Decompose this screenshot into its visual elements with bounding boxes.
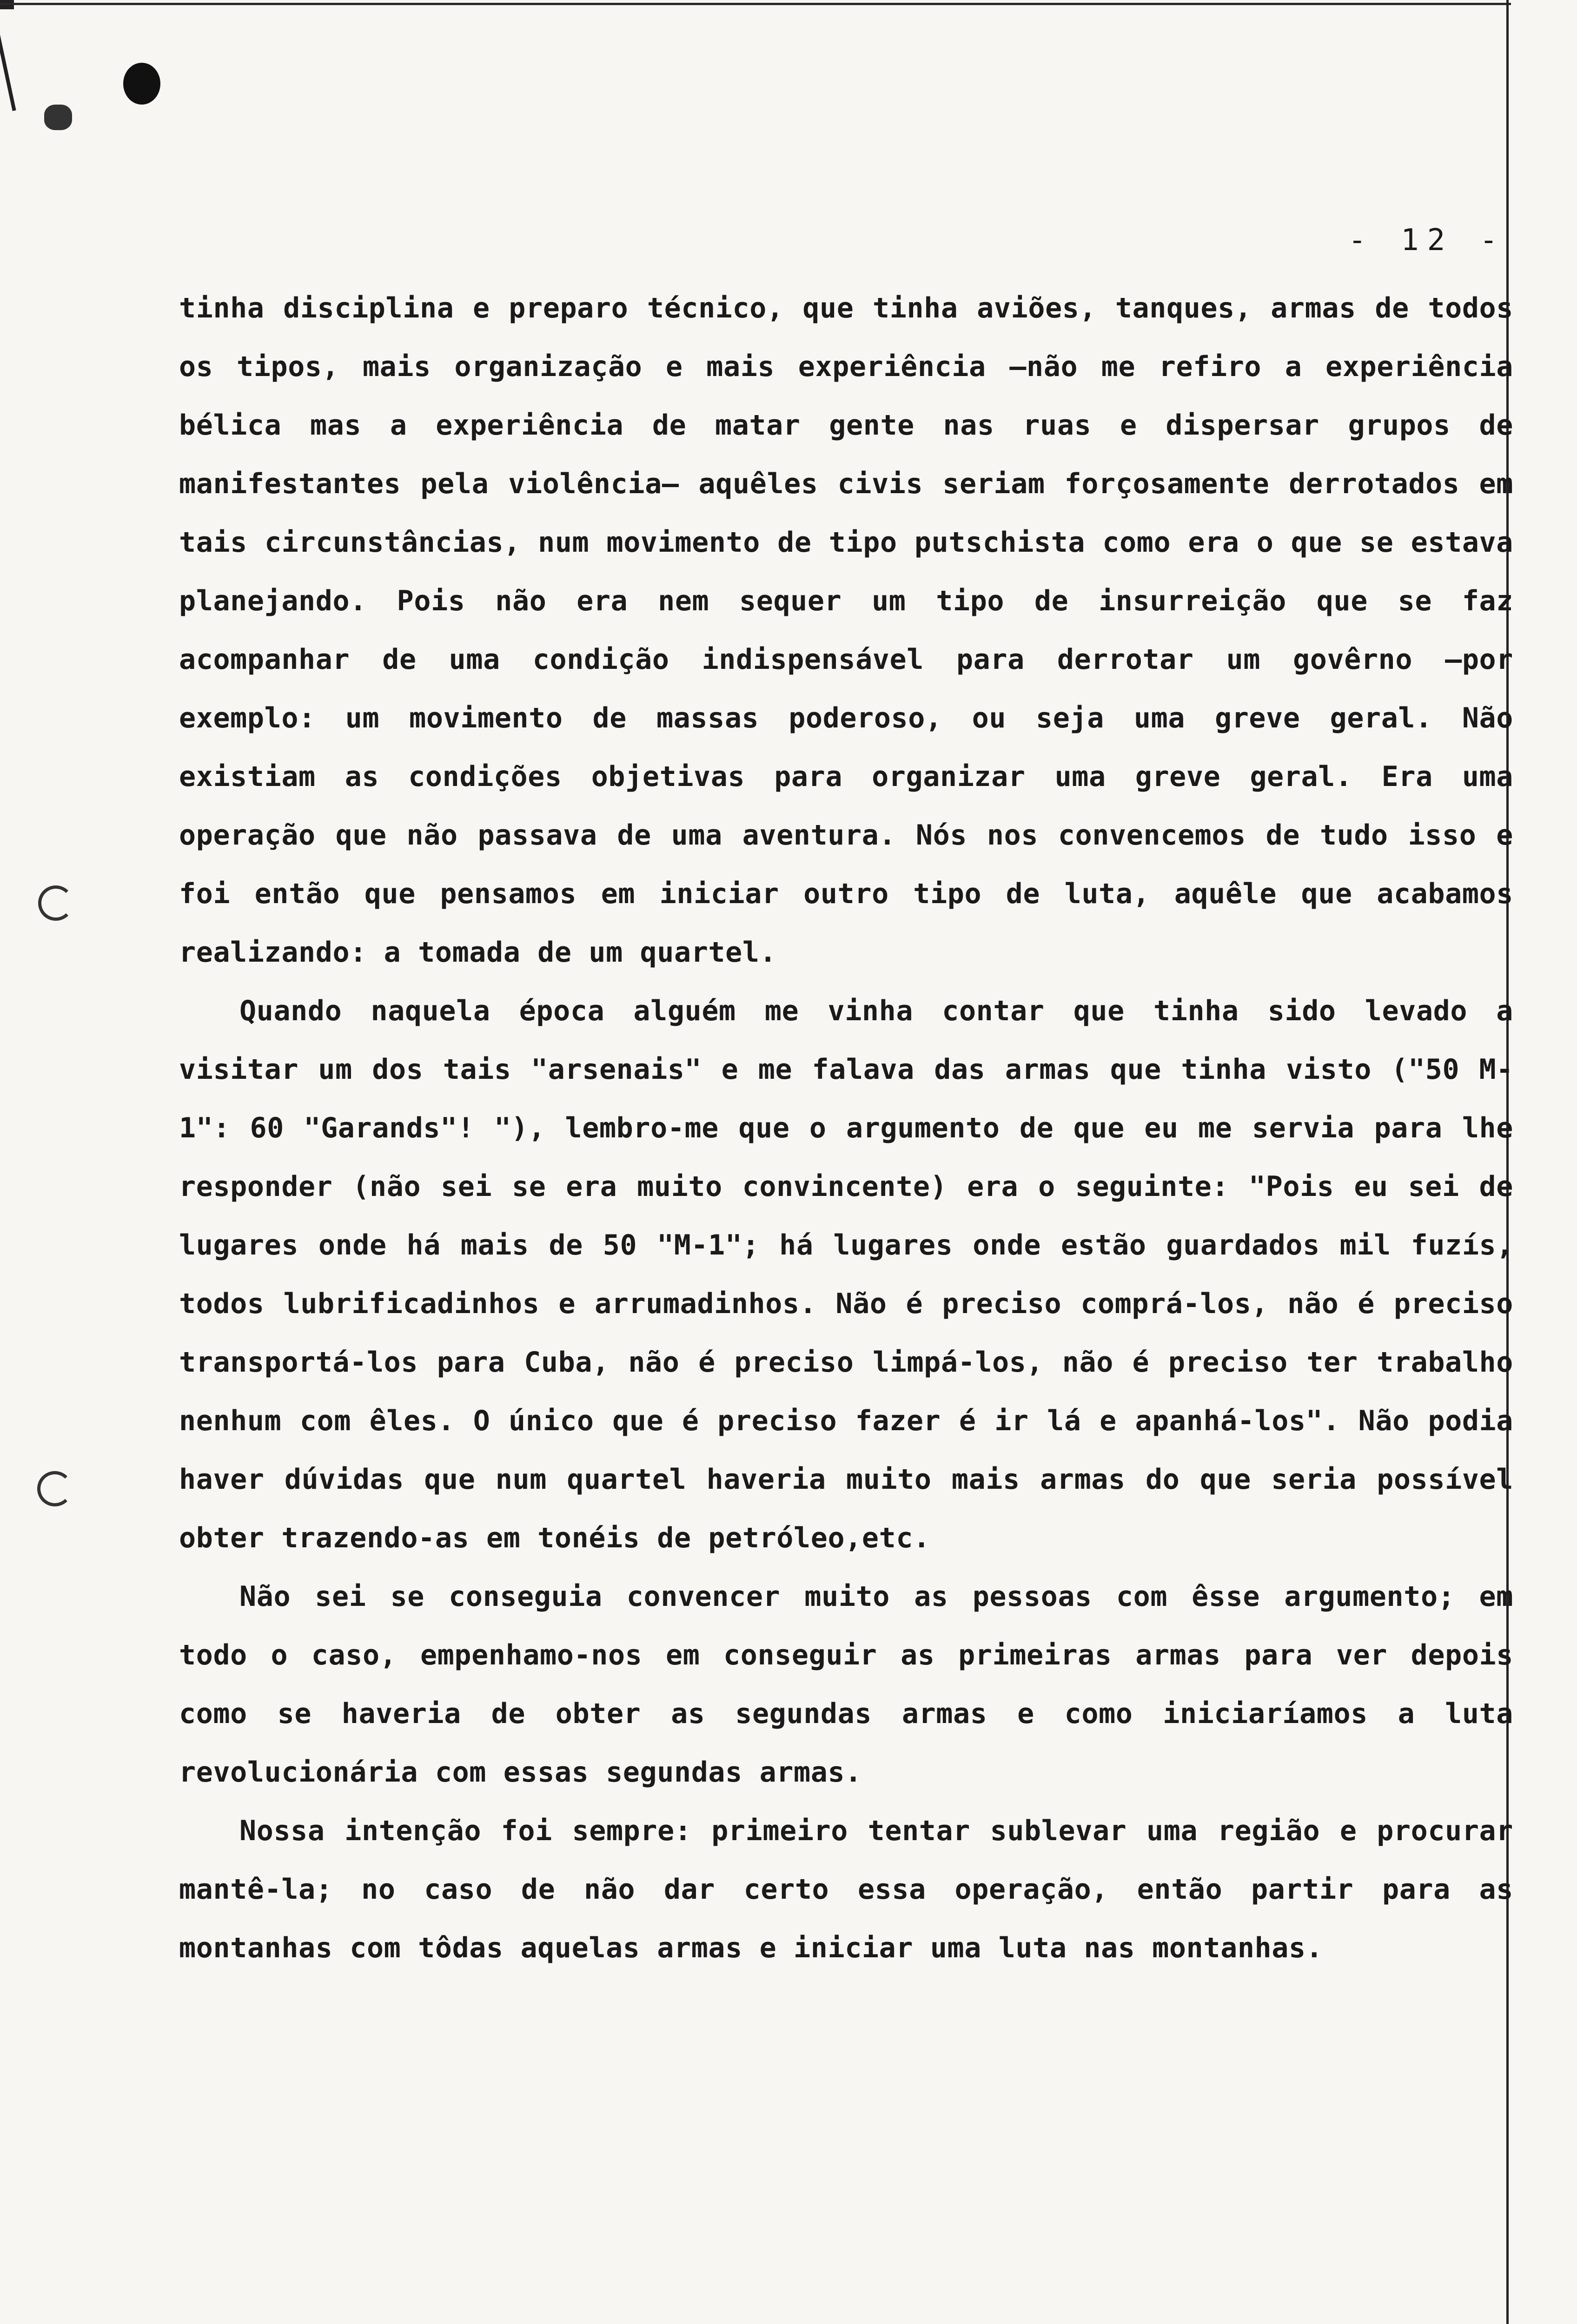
ink-stroke	[0, 28, 16, 111]
paragraph: Quando naquela época alguém me vinha contar que tinha sido levado a visitar um dos tais "arsenais" e me falava das armas que tinha visto ("50 M-1": 60 "Garands"! "), lembro-me que o argumento de que eu me servia para lhe responder (não sei se era muito convincente) era o seguinte: "Pois eu sei de lugares onde há mais de 50 "M-1"; há lugares onde estão guardados mil fuzís, todos lubrificadinhos e arrumadinhos. Não é preciso comprá-los, não é preciso transportá-los para Cuba, não é preciso limpá-los, não é preciso ter trabalho nenhum com êles. O único que é preciso fazer é ir lá e apanhá-los". Não podia haver dúvidas que num quartel haveria muito mais armas do que seria possível obter trazendo-as em tonéis de petróleo,etc.	[179, 995, 1513, 1554]
punch-hole-icon	[37, 1471, 73, 1506]
paragraph: tinha disciplina e preparo técnico, que tinha aviões, tanques, armas de todos os tipos, mais organização e mais experiência —não me refiro a experiência bélica mas a experiência de matar gente nas ruas e dispersar grupos de manifestantes pela violência— aquêles civis seriam forçosamente derrotados em tais circunstâncias, num movimento de tipo putschista como era o que se estava planejando. Pois não era nem sequer um tipo de insurreição que se faz acompanhar de uma condição indispensável para derrotar um govêrno —por exemplo: um movimento de massas poderoso, ou seja uma greve geral. Não existiam as condições objetivas para organizar uma greve geral. Era uma operação que não passava de uma aventura. Nós nos convencemos de tudo isso e foi então que pensamos em iniciar outro tipo de luta, aquêle que acabamos realizando: a tomada de um quartel.	[179, 292, 1513, 969]
punch-hole-icon	[38, 885, 73, 921]
body-text	[179, 279, 1513, 1977]
ink-blot	[44, 105, 72, 130]
ink-blot	[123, 63, 160, 105]
page-number: - 12 -	[1348, 223, 1506, 257]
top-rule	[0, 3, 1511, 5]
paragraph: Não sei se conseguia convencer muito as pessoas com êsse argumento; em todo o caso, empenhamo-nos em conseguir as primeiras armas para ver depois como se haveria de obter as segundas armas e como iniciaríamos a luta revolucionária com essas segundas armas.	[179, 1580, 1513, 1789]
paragraph: Nossa intenção foi sempre: primeiro tentar sublevar uma região e procurar mantê-la; no caso de não dar certo essa operação, então partir para as montanhas com tôdas aquelas armas e iniciar uma luta nas montanhas.	[179, 1815, 1513, 1964]
